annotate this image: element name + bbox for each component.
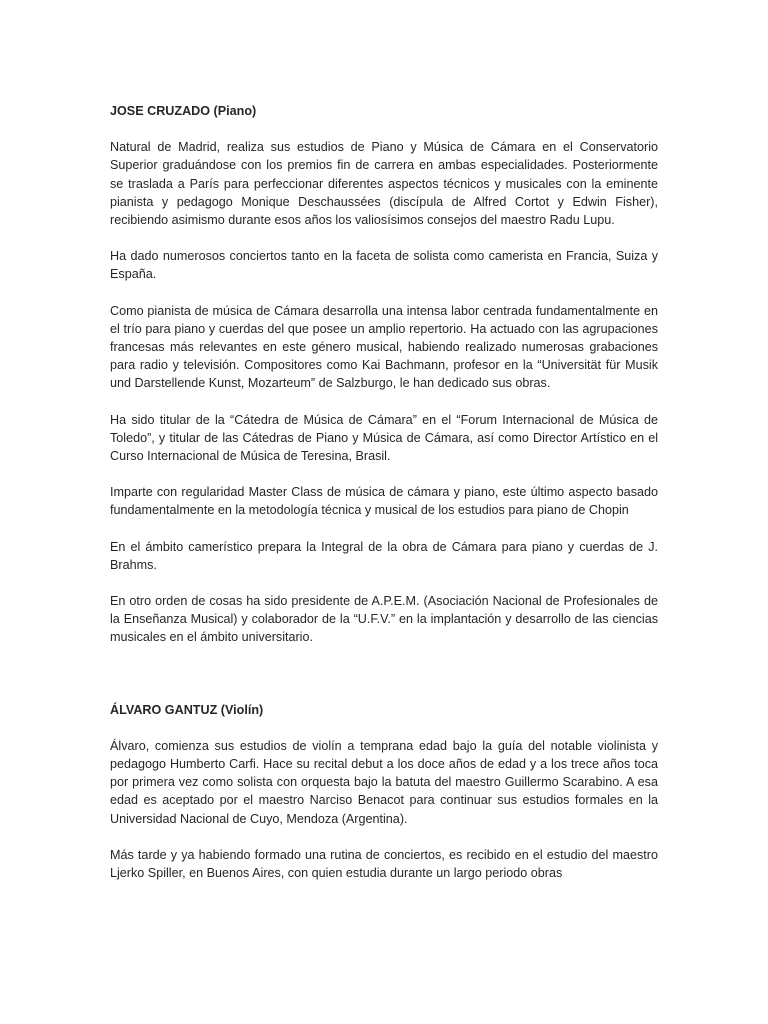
document-page xyxy=(110,102,658,900)
paragraph: Ha dado numerosos conciertos tanto en la faceta de solista como camerista en Francia, Suiza y España. xyxy=(110,249,658,282)
section-spacer xyxy=(110,665,658,701)
paragraph: Como pianista de música de Cámara desarrolla una intensa labor centrada fundamentalmente en el trío para piano y cuerdas del que posee un amplio repertorio. Ha actuado con las agrupaciones francesas más relevantes en este género musical, habiendo realizado numerosas grabaciones para radio y televisión. Compositores como Kai Bachmann, profesor en la “Universität für Musik und Darstellende Kunst, Mozarteum” de Salzburgo, le han dedicado sus obras. xyxy=(110,303,658,391)
paragraph: En el ámbito camerístico prepara la Integral de la obra de Cámara para piano y cuerdas de J. Brahms. xyxy=(110,539,658,572)
paragraph: Álvaro, comienza sus estudios de violín a temprana edad bajo la guía del notable violinista y pedagogo Humberto Carfi. Hace su recital debut a los doce años de edad y a los trece años toca por primera vez como solista con orquesta bajo la batuta del maestro Guillermo Scarabino. A esa edad es aceptado por el maestro Narciso Benacot para continuar sus estudios formales en la Universidad Nacional de Cuyo, Mendoza (Argentina). xyxy=(110,738,658,826)
section-heading-jose-cruzado: JOSE CRUZADO (Piano) xyxy=(110,104,257,118)
paragraph: Ha sido titular de la “Cátedra de Música de Cámara” en el “Forum Internacional de Música de Toledo”, y titular de las Cátedras de Piano y Música de Cámara, así como Director Artístico en el Curso Internacional de Música de Teresina, Brasil. xyxy=(110,412,658,464)
paragraph: Más tarde y ya habiendo formado una rutina de conciertos, es recibido en el estudio del maestro Ljerko Spiller, en Buenos Aires, con quien estudia durante un largo periodo obras xyxy=(110,847,658,881)
paragraph: Natural de Madrid, realiza sus estudios de Piano y Música de Cámara en el Conservatorio Superior graduándose con los premios fin de carrera en ambas especialidades. Posteriormente se traslada a París para perfeccionar diferentes aspectos técnicos y musicales con la eminente pianista y pedagogo Monique Deschaussées (discípula de Alfred Cortot y Edwin Fisher), recibiendo asimismo durante esos años los valiosísimos consejos del maestro Radu Lupu. xyxy=(110,140,658,228)
section-heading-alvaro-gantuz: ÁLVARO GANTUZ (Violín) xyxy=(110,702,264,717)
paragraph: Imparte con regularidad Master Class de música de cámara y piano, este último aspecto basado fundamentalmente en la metodología técnica y musical de los estudios para piano de Chopin xyxy=(110,485,658,518)
paragraph: En otro orden de cosas ha sido presidente de A.P.E.M. (Asociación Nacional de Profesionales de la Enseñanza Musical) y colaborador de la “U.F.V.” en la implantación y desarrollo de las ciencias musicales en el ámbito universitario. xyxy=(110,594,658,645)
